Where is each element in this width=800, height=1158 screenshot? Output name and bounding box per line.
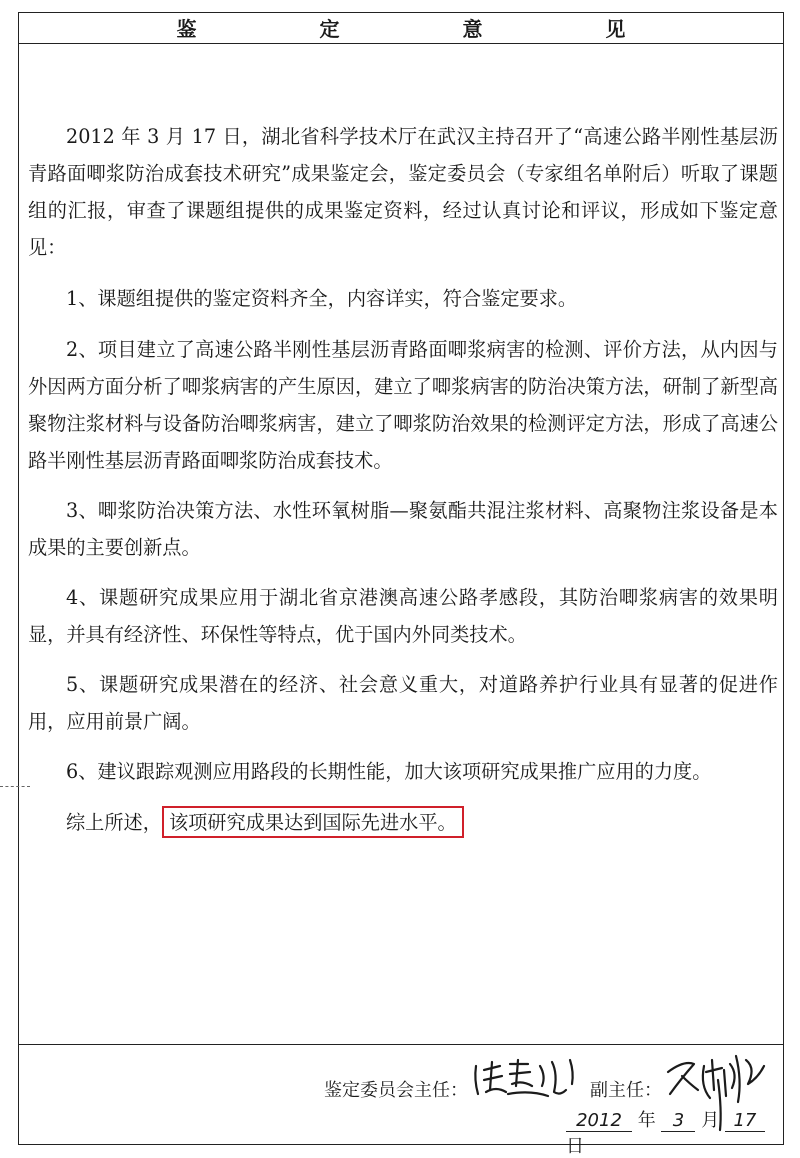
paragraph-item-5: 5、课题研究成果潜在的经济、社会意义重大，对道路养护行业具有显著的促进作用，应用前景广阔。	[28, 673, 778, 733]
signature-divider	[18, 1044, 784, 1045]
signature-block	[300, 1050, 780, 1157]
chair-signature-image	[470, 1056, 600, 1102]
paragraph-item-3: 3、唧浆防治决策方法、水性环氧树脂—聚氨酯共混注浆材料、高聚物注浆设备是本成果的主要创新点。	[28, 499, 778, 559]
date-day: 17	[725, 1110, 765, 1132]
conclusion-prefix: 综上所述，	[66, 811, 162, 834]
chair-label: 鉴定委员会主任：	[324, 1080, 468, 1101]
paragraph-intro: 2012 年 3 月 17 日，湖北省科学技术厅在武汉主持召开了“高速公路半刚性基层沥青路面唧浆防治成套技术研究”成果鉴定会，鉴定委员会（专家组名单附后）听取了课题组的汇报，审查了课题组提供的成果鉴定资料，经过认真讨论和评议，形成如下鉴定意见：	[28, 125, 778, 259]
vice-label: 副主任：	[590, 1080, 662, 1101]
section-header	[18, 12, 784, 44]
paragraph-item-2: 2、项目建立了高速公路半刚性基层沥青路面唧浆病害的检测、评价方法，从内因与外因两方面分析了唧浆病害的产生原因，建立了唧浆病害的防治决策方法，研制了新型高聚物注浆材料与设备防治唧浆病害，建立了唧浆防治效果的检测评定方法，形成了高速公路半刚性基层沥青路面唧浆防治成套技术。	[28, 338, 778, 472]
paragraph-conclusion	[28, 804, 778, 841]
date-year: 2012	[566, 1110, 632, 1132]
paragraph-item-4: 4、课题研究成果应用于湖北省京港澳高速公路孝感段，其防治唧浆病害的效果明显，并具有经济性、环保性等特点，优于国内外同类技术。	[28, 586, 778, 646]
date-year-unit: 年	[637, 1110, 656, 1131]
paragraph-item-1: 1、课题组提供的鉴定资料齐全，内容详实，符合鉴定要求。	[66, 287, 578, 310]
paragraph-item-6: 6、建议跟踪观测应用路段的长期性能，加大该项研究成果推广应用的力度。	[66, 760, 712, 783]
date-day-unit: 日	[566, 1136, 584, 1157]
signing-date	[566, 1106, 780, 1158]
section-title: 鉴 定 意 见	[176, 17, 684, 41]
appraisal-body	[28, 118, 778, 841]
date-month: 3	[661, 1110, 695, 1132]
conclusion-highlight: 该项研究成果达到国际先进水平。	[162, 806, 464, 838]
date-month-unit: 月	[701, 1110, 720, 1131]
binding-cut-mark	[0, 786, 30, 787]
